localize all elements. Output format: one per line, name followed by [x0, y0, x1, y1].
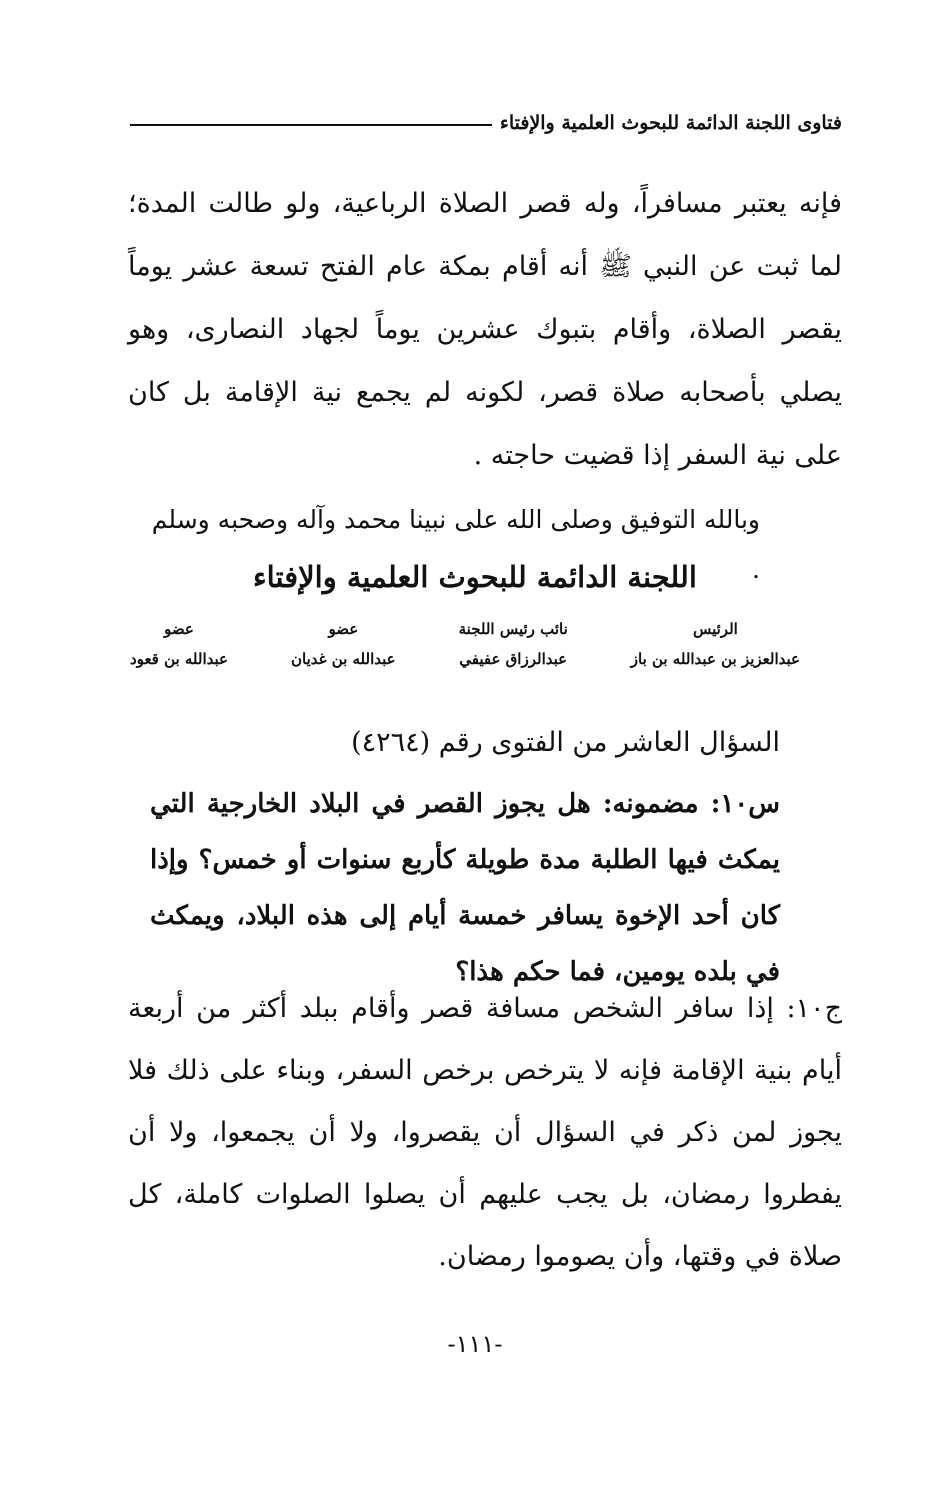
- question-title: السؤال العاشر من الفتوى رقم (٤٢٦٤): [351, 727, 780, 758]
- signature-name: عبدالرزاق عفيفي: [459, 650, 568, 668]
- answer-text: ج١٠: إذا سافر الشخص مسافة قصر وأقام ببلد أكثر من أربعة أيام بنية الإقامة فإنه لا يترخص برخص السفر، وبناء على ذلك فلا يجوز لمن ذكر في السؤال أن يقصروا، ولا أن يجمعوا، ولا أن يفطروا رمضان، بل يجب عليهم أن يصلوا الصلوات كاملة، كل صلاة في وقتها، وأن يصوموا رمضان.: [128, 993, 842, 1272]
- signature-president: [631, 614, 800, 674]
- signature-name: عبدالعزيز بن عبدالله بن باز: [630, 650, 800, 668]
- signature-block: [130, 614, 800, 674]
- signature-name: عبدالله بن قعود: [130, 650, 228, 668]
- signature-vice-president: [459, 614, 568, 674]
- committee-name: اللجنة الدائمة للبحوث العلمية والإفتاء: [253, 560, 697, 594]
- signature-role: نائب رئيس اللجنة: [458, 620, 568, 638]
- signature-member-2: [130, 614, 228, 674]
- signature-role: عضو: [328, 620, 359, 638]
- header-rule: [130, 124, 492, 126]
- page-number: -١١١-: [447, 1330, 503, 1358]
- running-title: فتاوى اللجنة الدائمة للبحوث العلمية والإفتاء: [499, 112, 842, 134]
- question-text: س١٠: مضمونه: هل يجوز القصر في البلاد الخارجية التي يمكث فيها الطلبة مدة طويلة كأربع سنوات أو خمس؟ وإذا كان أحد الإخوة يسافر خمسة أيام إلى هذه البلاد، ويمكث في بلده يومين، فما حكم هذا؟: [150, 789, 780, 987]
- answer-paragraph-continued: فإنه يعتبر مسافراً، وله قصر الصلاة الرباعية، ولو طالت المدة؛ لما ثبت عن النبي ﷺ أنه أقام بمكة عام الفتح تسعة عشر يوماً يقصر الصلاة، وأقام بتبوك عشرين يوماً لجهاد النصارى، وهو يصلي بأصحابه صلاة قصر، لكونه لم يجمع نية الإقامة بل كان على نية السفر إذا قضيت حاجته .: [128, 188, 842, 471]
- signature-role: عضو: [164, 620, 194, 638]
- signature-name: عبدالله بن غديان: [291, 650, 396, 668]
- signature-role: الرئيس: [692, 620, 738, 638]
- running-header: [130, 112, 842, 134]
- signature-member-1: [291, 614, 396, 674]
- closing-line: وبالله التوفيق وصلى الله على نبينا محمد وآله وصحبه وسلم .: [151, 505, 760, 584]
